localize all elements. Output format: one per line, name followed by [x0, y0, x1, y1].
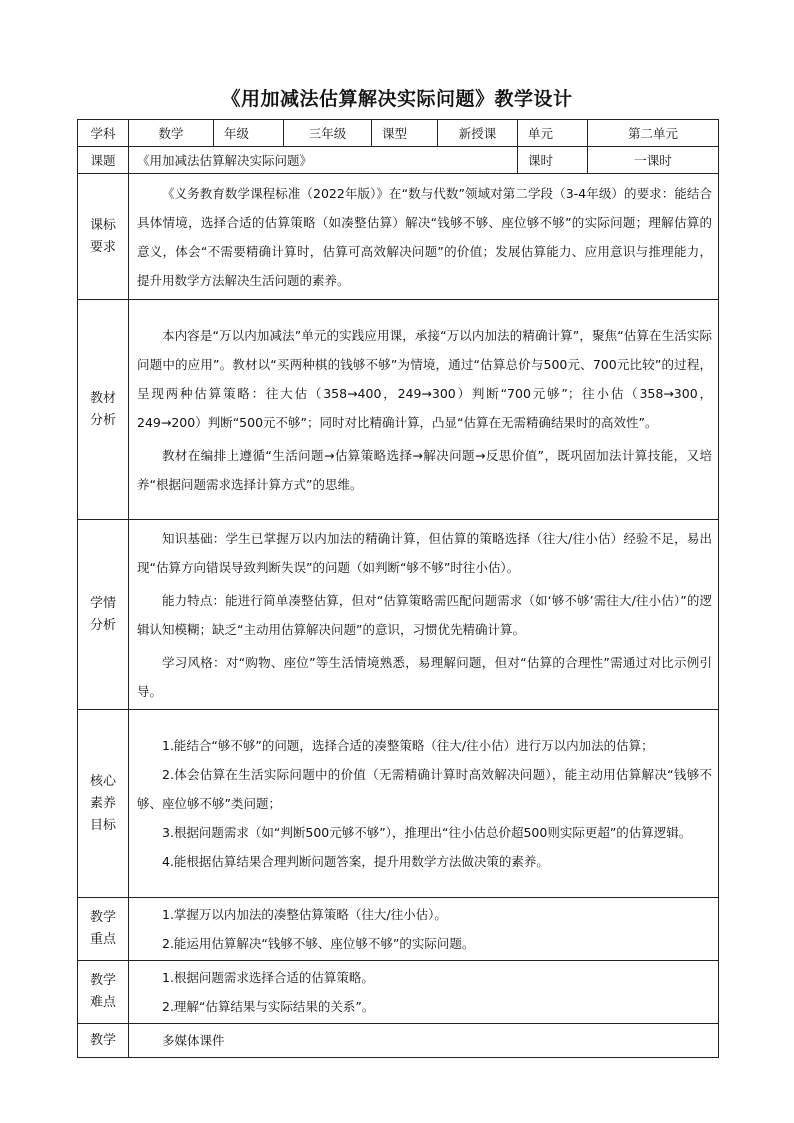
students-content: 知识基础：学生已掌握万以内加法的精确计算，但估算的策略选择（往大/往小估）经验不足，易出现“估算方向错误导致判断失误”的问题（如判断“够不够”时往小估）。 能力特点：能进行简单凑整估算，但对“估算策略需匹配问题需求（如‘够不够’需往大/往小估）”的逻辑认知模糊；缺乏“主动用估算解决问题”的意识，习惯优先精确计算。 学习风格：对“购物、座位”等生活情境熟悉，易理解问题，但对“估算的合理性”需通过对比示例引导。 [129, 520, 719, 710]
standards-label: 课标 要求 [78, 174, 129, 300]
key-points-row [78, 898, 719, 961]
document-title: 《用加减法估算解决实际问题》教学设计 [221, 88, 573, 110]
subject-label: 学科 [78, 120, 129, 147]
difficulties-label: 教学 难点 [78, 961, 129, 1024]
resources-row [78, 1024, 719, 1058]
students-row [78, 520, 719, 710]
students-label: 学情 分析 [78, 520, 129, 710]
key-points-content: 1.掌握万以内加法的凑整估算策略（往大/往小估）。 2.能运用估算解决“钱够不够、座位够不够”的实际问题。 [129, 898, 719, 961]
resources-content: 多媒体课件 [129, 1024, 719, 1058]
goals-row [78, 710, 719, 898]
standards-row [78, 174, 719, 300]
hours-value: 一课时 [588, 147, 719, 174]
textbook-label: 教材 分析 [78, 300, 129, 520]
unit-value: 第二单元 [588, 120, 719, 147]
goals-label: 核心 素养 目标 [78, 710, 129, 898]
difficulties-row [78, 961, 719, 1024]
goals-content: 1.能结合“够不够”的问题，选择合适的凑整策略（往大/往小估）进行万以内加法的估算； 2.体会估算在生活实际问题中的价值（无需精确计算时高效解决问题），能主动用估算解决“钱够不够、座位够不够”类问题； 3.根据问题需求（如“判断500元够不够”），推理出“往小估总价超500则实际更超”的估算逻辑。 4.能根据估算结果合理判断问题答案，提升用数学方法做决策的素养。 [129, 710, 719, 898]
standards-content: 《义务教育数学课程标准（2022年版）》在“数与代数”领域对第二学段（3-4年级）的要求：能结合具体情境，选择合适的估算策略（如凑整估算）解决“钱够不够、座位够不够”的实际问题；理解估算的意义，体会“不需要精确计算时，估算可高效解决问题”的价值；发展估算能力、应用意识与推理能力，提升用数学方法解决生活问题的素养。 [129, 174, 719, 300]
key-points-label: 教学 重点 [78, 898, 129, 961]
topic-value: 《用加减法估算解决实际问题》 [129, 147, 518, 174]
difficulties-content: 1.根据问题需求选择合适的估算策略。 2.理解“估算结果与实际结果的关系”。 [129, 961, 719, 1024]
resources-label: 教学 [78, 1024, 129, 1058]
type-label: 课型 [372, 120, 438, 147]
lesson-plan-table [77, 119, 719, 1058]
unit-label: 单元 [518, 120, 588, 147]
hours-label: 课时 [518, 147, 588, 174]
textbook-row [78, 300, 719, 520]
info-row-1 [78, 120, 719, 147]
grade-label: 年级 [214, 120, 284, 147]
subject-value: 数学 [129, 120, 214, 147]
topic-label: 课题 [78, 147, 129, 174]
info-row-2 [78, 147, 719, 174]
grade-value: 三年级 [284, 120, 372, 147]
textbook-content: 本内容是“万以内加减法”单元的实践应用课，承接“万以内加法的精确计算”，聚焦“估算在生活实际问题中的应用”。教材以“买两种棋的钱够不够”为情境，通过“估算总价与500元、700元比较”的过程，呈现两种估算策略：往大估（358→400，249→300）判断“700元够”；往小估（358→300，249→200）判断“500元不够”；同时对比精确计算，凸显“估算在无需精确结果时的高效性”。 教材在编排上遵循“生活问题→估算策略选择→解决问题→反思价值”，既巩固加法计算技能，又培养“根据问题需求选择计算方式”的思维。 [129, 300, 719, 520]
type-value: 新授课 [438, 120, 518, 147]
